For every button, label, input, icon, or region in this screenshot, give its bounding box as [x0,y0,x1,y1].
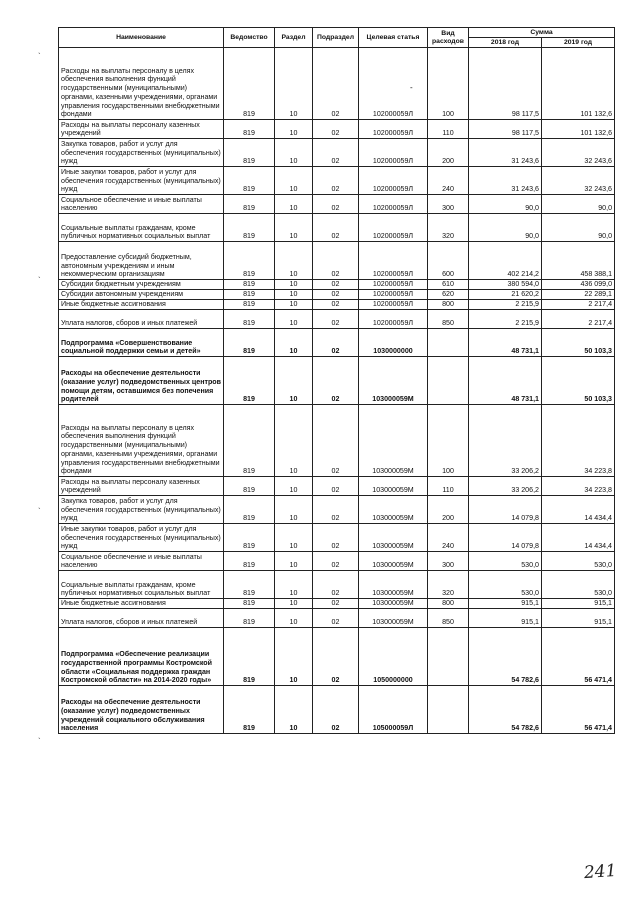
table-row [59,599,615,609]
row-name: Социальные выплаты гражданам, кроме публичных нормативных социальных выплат [59,571,224,599]
row-target: 103000059М [359,405,428,477]
row-dept: 819 [224,48,275,120]
row-target: 103000059М [359,524,428,552]
row-target: 103000059М [359,609,428,628]
margin-mark: ` [38,507,41,516]
row-target: 103000059М [359,571,428,599]
row-name: Расходы на выплаты персоналу казенных учреждений [59,477,224,496]
row-2019: 915,1 [542,599,615,609]
row-target: 102000059Л [359,195,428,214]
row-name: Расходы на выплаты персоналу в целях обеспечения выполнения функций государственными (муниципальными) органами, казенными учреждениями, органами управления государственными внебюджетными фондами [59,48,224,120]
row-2019: 56 471,4 [542,686,615,734]
table-row [59,571,615,599]
row-section: 10 [275,167,313,195]
row-2019: 2 217,4 [542,310,615,329]
row-section: 10 [275,300,313,310]
row-2019: 50 103,3 [542,329,615,357]
row-target: 102000059Л [359,300,428,310]
row-exp: 200 [428,496,469,524]
row-target: 105000059Л [359,686,428,734]
row-dept: 819 [224,496,275,524]
row-section: 10 [275,310,313,329]
budget-table [58,27,615,734]
row-2018: 14 079,8 [469,524,542,552]
row-2019: 530,0 [542,552,615,571]
header-2018: 2018 год [469,38,542,48]
row-exp: 850 [428,609,469,628]
row-2019: 32 243,6 [542,167,615,195]
page-number: 241 [583,860,618,884]
row-target: 102000059Л [359,280,428,290]
row-dept: 819 [224,552,275,571]
row-name: Субсидии бюджетным учреждениям [59,280,224,290]
row-dept: 819 [224,214,275,242]
header-2019: 2019 год [542,38,615,48]
row-section: 10 [275,571,313,599]
row-exp [428,686,469,734]
row-2019: 2 217,4 [542,300,615,310]
row-subsection: 02 [313,310,359,329]
row-target: 1030000000 [359,329,428,357]
row-name: Социальное обеспечение и иные выплаты населению [59,552,224,571]
row-2018: 2 215,9 [469,300,542,310]
row-exp [428,357,469,405]
row-exp: 100 [428,405,469,477]
row-subsection: 02 [313,496,359,524]
row-name: Иные закупки товаров, работ и услуг для обеспечения государственных (муниципальных) нужд [59,524,224,552]
row-2019: 101 132,6 [542,120,615,139]
table-row [59,477,615,496]
table-row [59,405,615,477]
row-target: 103000059М [359,357,428,405]
row-subsection: 02 [313,300,359,310]
row-name: Иные бюджетные ассигнования [59,300,224,310]
row-subsection: 02 [313,120,359,139]
row-subsection: 02 [313,48,359,120]
row-section: 10 [275,552,313,571]
row-2018: 98 117,5 [469,120,542,139]
row-2018: 33 206,2 [469,405,542,477]
row-dept: 819 [224,195,275,214]
row-2018: 31 243,6 [469,167,542,195]
row-2018: 54 782,6 [469,628,542,686]
margin-mark: ` [38,52,41,61]
row-2018: 48 731,1 [469,329,542,357]
row-dept: 819 [224,599,275,609]
row-dept: 819 [224,242,275,280]
row-2018: 530,0 [469,571,542,599]
row-subsection: 02 [313,405,359,477]
row-target: 102000059Л [359,120,428,139]
row-target: 102000059Л [359,48,428,120]
row-exp: 240 [428,524,469,552]
table-row [59,552,615,571]
row-2018: 530,0 [469,552,542,571]
row-name: Расходы на обеспечение деятельности (оказание услуг) подведомственных центров помощи детям, оставшимся без попечения родителей [59,357,224,405]
table-body [59,48,615,734]
row-target: 102000059Л [359,167,428,195]
row-dept: 819 [224,405,275,477]
row-target: 102000059Л [359,139,428,167]
row-2019: 436 099,0 [542,280,615,290]
row-target: 103000059М [359,477,428,496]
row-subsection: 02 [313,628,359,686]
row-name: Социальное обеспечение и иные выплаты населению [59,195,224,214]
row-2019: 530,0 [542,571,615,599]
row-name: Закупка товаров, работ и услуг для обеспечения государственных (муниципальных) нужд [59,496,224,524]
header-target: Целевая статья [359,28,428,48]
row-section: 10 [275,524,313,552]
row-2019: 34 223,8 [542,405,615,477]
row-dept: 819 [224,329,275,357]
table-row [59,609,615,628]
row-section: 10 [275,405,313,477]
row-target: 103000059М [359,552,428,571]
dash-mark: - [410,83,413,92]
row-exp: 300 [428,552,469,571]
row-2018: 33 206,2 [469,477,542,496]
row-name: Социальные выплаты гражданам, кроме публичных нормативных социальных выплат [59,214,224,242]
header-exp: Вид расходов [428,28,469,48]
header-sum: Сумма [469,28,615,38]
row-exp: 610 [428,280,469,290]
row-2018: 54 782,6 [469,686,542,734]
table-row [59,628,615,686]
row-2018: 14 079,8 [469,496,542,524]
row-2018: 915,1 [469,599,542,609]
row-section: 10 [275,290,313,300]
row-section: 10 [275,120,313,139]
row-dept: 819 [224,477,275,496]
row-target: 102000059Л [359,214,428,242]
table-row [59,496,615,524]
header-dept: Ведомство [224,28,275,48]
row-name: Подпрограмма «Совершенствование социальной поддержки семьи и детей» [59,329,224,357]
row-subsection: 02 [313,214,359,242]
row-exp: 110 [428,477,469,496]
row-name: Подпрограмма «Обеспечение реализации государственной программы Костромской области «Социальная поддержка граждан Костромской области» на 2014-2020 годы» [59,628,224,686]
row-2018: 380 594,0 [469,280,542,290]
row-subsection: 02 [313,524,359,552]
row-subsection: 02 [313,329,359,357]
row-exp: 100 [428,48,469,120]
row-exp: 240 [428,167,469,195]
table-row [59,214,615,242]
row-2019: 50 103,3 [542,357,615,405]
table-row [59,120,615,139]
row-subsection: 02 [313,571,359,599]
row-dept: 819 [224,357,275,405]
row-dept: 819 [224,310,275,329]
row-2019: 32 243,6 [542,139,615,167]
row-2018: 31 243,6 [469,139,542,167]
table-row [59,48,615,120]
row-section: 10 [275,139,313,167]
row-section: 10 [275,329,313,357]
table-row [59,524,615,552]
row-target: 103000059М [359,599,428,609]
row-subsection: 02 [313,167,359,195]
row-section: 10 [275,628,313,686]
row-2018: 402 214,2 [469,242,542,280]
row-section: 10 [275,48,313,120]
row-section: 10 [275,214,313,242]
row-name: Закупка товаров, работ и услуг для обеспечения государственных (муниципальных) нужд [59,139,224,167]
row-subsection: 02 [313,290,359,300]
row-exp: 600 [428,242,469,280]
row-section: 10 [275,599,313,609]
table-row [59,290,615,300]
row-name: Расходы на обеспечение деятельности (оказание услуг) подведомственных учреждений социального обслуживания населения [59,686,224,734]
row-subsection: 02 [313,552,359,571]
row-name: Расходы на выплаты персоналу казенных учреждений [59,120,224,139]
table-row [59,310,615,329]
row-subsection: 02 [313,195,359,214]
table-row [59,280,615,290]
row-section: 10 [275,242,313,280]
row-exp: 300 [428,195,469,214]
row-target: 102000059Л [359,290,428,300]
row-exp [428,628,469,686]
row-dept: 819 [224,628,275,686]
header-name: Наименование [59,28,224,48]
row-2019: 90,0 [542,195,615,214]
row-2019: 14 434,4 [542,524,615,552]
row-name: Иные бюджетные ассигнования [59,599,224,609]
row-2018: 48 731,1 [469,357,542,405]
row-dept: 819 [224,609,275,628]
row-subsection: 02 [313,242,359,280]
row-subsection: 02 [313,686,359,734]
row-section: 10 [275,686,313,734]
row-exp: 320 [428,214,469,242]
row-target: 102000059Л [359,242,428,280]
row-subsection: 02 [313,599,359,609]
row-dept: 819 [224,120,275,139]
table-row [59,300,615,310]
header-subsection: Подраздел [313,28,359,48]
row-subsection: 02 [313,477,359,496]
row-exp [428,329,469,357]
row-dept: 819 [224,524,275,552]
row-2019: 34 223,8 [542,477,615,496]
row-dept: 819 [224,139,275,167]
row-subsection: 02 [313,609,359,628]
table-row [59,167,615,195]
row-exp: 800 [428,300,469,310]
row-target: 1050000000 [359,628,428,686]
row-dept: 819 [224,300,275,310]
row-2018: 90,0 [469,214,542,242]
row-exp: 850 [428,310,469,329]
table-row [59,242,615,280]
row-subsection: 02 [313,280,359,290]
row-name: Предоставление субсидий бюджетным, автономным учреждениям и иным некоммерческим организациям [59,242,224,280]
row-2019: 90,0 [542,214,615,242]
row-dept: 819 [224,571,275,599]
row-name: Расходы на выплаты персоналу в целях обеспечения выполнения функций государственными (муниципальными) органами, казенными учреждениями, органами управления государственными внебюджетными фондами [59,405,224,477]
row-target: 102000059Л [359,310,428,329]
table-row [59,329,615,357]
row-subsection: 02 [313,357,359,405]
row-exp: 320 [428,571,469,599]
row-2019: 101 132,6 [542,48,615,120]
row-section: 10 [275,477,313,496]
table-row [59,139,615,167]
row-2019: 915,1 [542,609,615,628]
row-2019: 22 289,1 [542,290,615,300]
row-exp: 620 [428,290,469,300]
row-name: Субсидии автономным учреждениям [59,290,224,300]
row-2018: 915,1 [469,609,542,628]
row-section: 10 [275,609,313,628]
row-2018: 2 215,9 [469,310,542,329]
row-section: 10 [275,280,313,290]
row-dept: 819 [224,290,275,300]
row-2018: 98 117,5 [469,48,542,120]
row-name: Иные закупки товаров, работ и услуг для обеспечения государственных (муниципальных) нужд [59,167,224,195]
table-row [59,357,615,405]
row-2019: 458 388,1 [542,242,615,280]
row-dept: 819 [224,686,275,734]
row-2019: 14 434,4 [542,496,615,524]
margin-mark: ` [38,737,41,746]
row-2018: 21 620,2 [469,290,542,300]
row-name: Уплата налогов, сборов и иных платежей [59,609,224,628]
row-2019: 56 471,4 [542,628,615,686]
margin-mark: ` [38,276,41,285]
row-dept: 819 [224,280,275,290]
row-subsection: 02 [313,139,359,167]
row-name: Уплата налогов, сборов и иных платежей [59,310,224,329]
row-exp: 110 [428,120,469,139]
row-target: 103000059М [359,496,428,524]
row-exp: 800 [428,599,469,609]
table-row [59,686,615,734]
table-row [59,195,615,214]
row-section: 10 [275,357,313,405]
row-section: 10 [275,496,313,524]
row-section: 10 [275,195,313,214]
row-dept: 819 [224,167,275,195]
header-section: Раздел [275,28,313,48]
row-exp: 200 [428,139,469,167]
row-2018: 90,0 [469,195,542,214]
